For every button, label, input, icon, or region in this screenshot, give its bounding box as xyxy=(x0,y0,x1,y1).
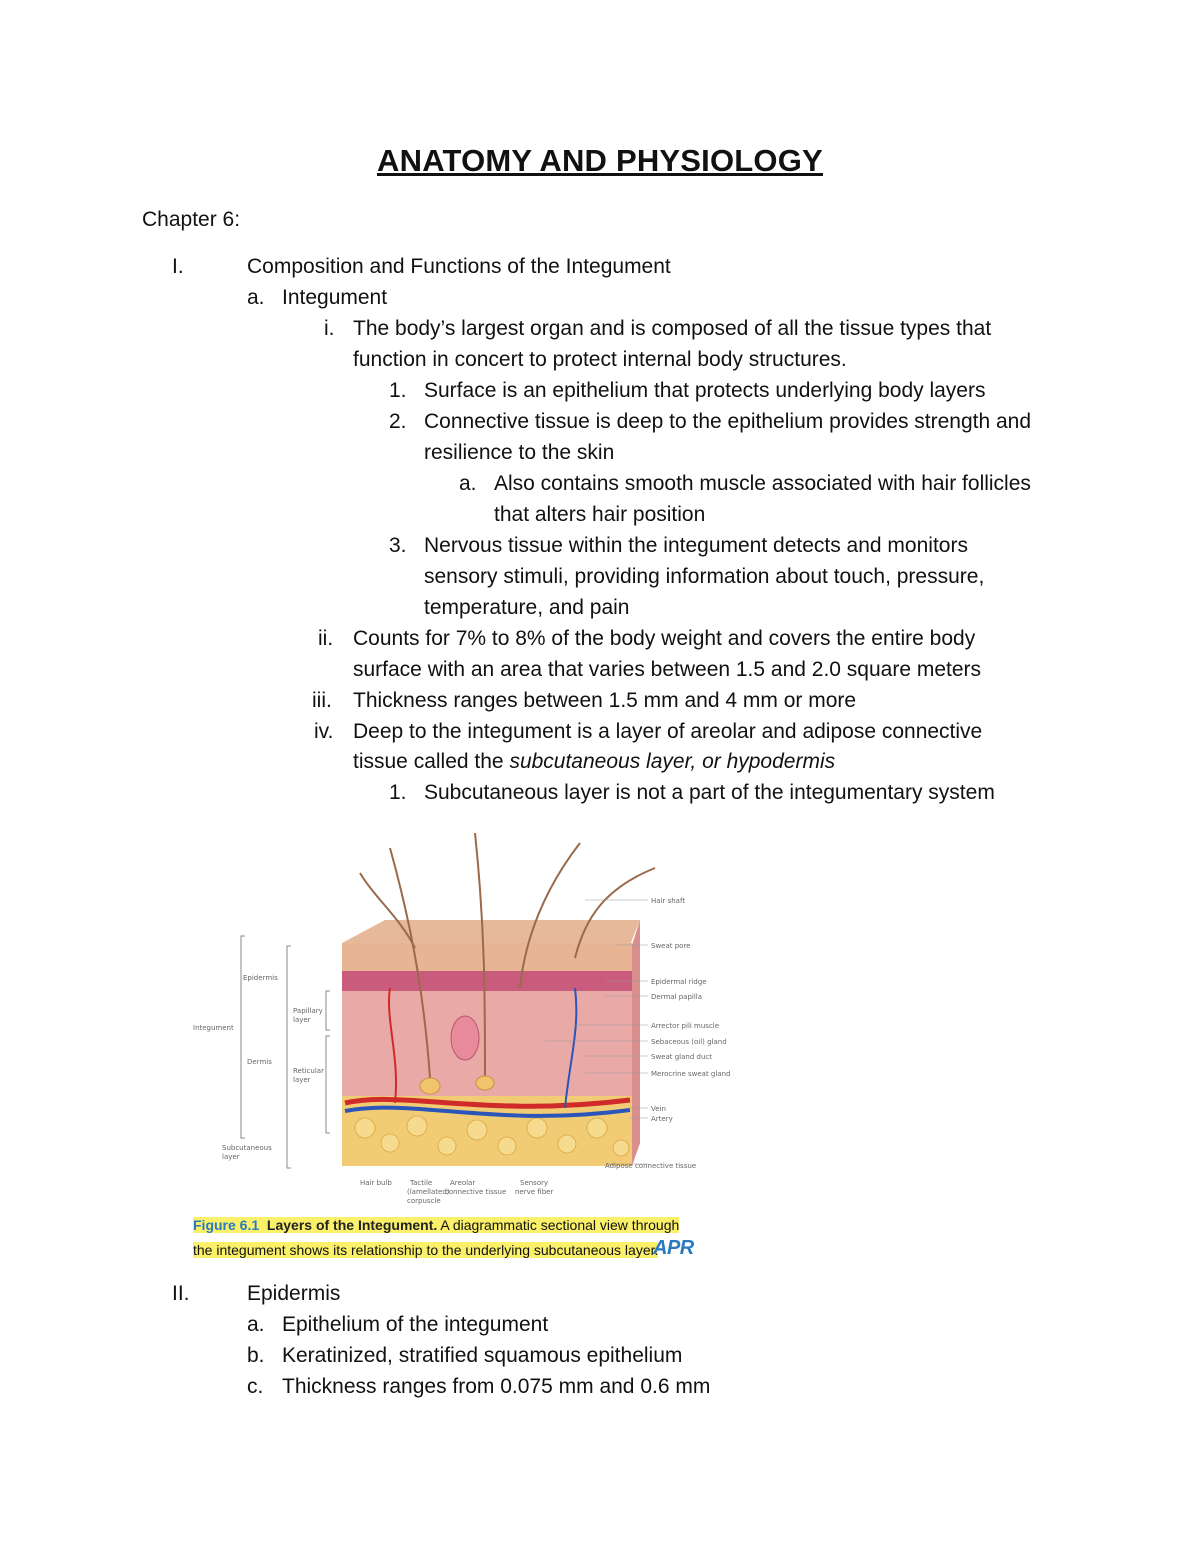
item-1a-i-line1: The body’s largest organ and is composed of all the tissue types that xyxy=(353,317,992,340)
section-1-marker: I. xyxy=(172,255,184,278)
svg-text:Sebaceous (oil) gland: Sebaceous (oil) gland xyxy=(651,1038,727,1046)
item-1a-iv-line2 xyxy=(353,746,835,777)
left-brackets xyxy=(241,936,330,1168)
item-2b-text: Keratinized, stratified squamous epithelium xyxy=(282,1344,683,1367)
item-1a-iii-text: Thickness ranges between 1.5 mm and 4 mm or more xyxy=(353,689,857,712)
item-1a-i-2-a-marker: a. xyxy=(459,472,477,495)
svg-text:connective tissue: connective tissue xyxy=(445,1188,507,1196)
svg-text:Merocrine sweat gland: Merocrine sweat gland xyxy=(651,1070,730,1078)
svg-text:Hair bulb: Hair bulb xyxy=(360,1179,392,1187)
figure-caption-line2-text: the integument shows its relationship to the underlying subcutaneous layer. xyxy=(193,1242,659,1258)
item-1a-i-3-marker: 3. xyxy=(389,534,407,557)
item-1a-iv-line1: Deep to the integument is a layer of areolar and adipose connective xyxy=(353,720,983,743)
svg-text:Areolar: Areolar xyxy=(450,1179,476,1187)
item-2c-text: Thickness ranges from 0.075 mm and 0.6 mm xyxy=(282,1375,711,1398)
page-title: ANATOMY AND PHYSIOLOGY xyxy=(377,143,823,178)
figure-caption-line1 xyxy=(193,1216,679,1234)
svg-text:Integument: Integument xyxy=(193,1024,234,1032)
item-1a-i-2-a-line1: Also contains smooth muscle associated with hair follicles xyxy=(494,472,1031,495)
item-1a-text: Integument xyxy=(282,286,388,309)
item-2a-text: Epithelium of the integument xyxy=(282,1313,549,1336)
figure-number: Figure 6.1 xyxy=(193,1217,260,1233)
apr-badge: APR xyxy=(653,1237,694,1259)
section-2-heading: Epidermis xyxy=(247,1282,341,1305)
item-1a-ii-line1: Counts for 7% to 8% of the body weight and covers the entire body xyxy=(353,627,976,650)
item-1a-iv-marker: iv. xyxy=(314,720,334,743)
svg-text:corpuscle: corpuscle xyxy=(407,1197,441,1205)
skin-diagram xyxy=(185,828,730,1268)
section-2-marker: II. xyxy=(172,1282,190,1305)
svg-text:layer: layer xyxy=(222,1153,240,1161)
svg-text:Reticular: Reticular xyxy=(293,1067,324,1075)
left-labels xyxy=(193,974,324,1161)
item-1a-i-line2: function in concert to protect internal body structures. xyxy=(353,348,847,371)
item-2c-marker: c. xyxy=(247,1375,264,1398)
figure-caption-rest: A diagrammatic sectional view through xyxy=(437,1217,680,1233)
svg-text:Epidermis: Epidermis xyxy=(243,974,278,982)
svg-text:(lamellated): (lamellated) xyxy=(407,1188,450,1196)
item-1a-i-2-a-line2: that alters hair position xyxy=(494,503,706,526)
item-1a-i-3-line2: sensory stimuli, providing information about touch, pressure, xyxy=(424,565,985,588)
epidermis-layer xyxy=(342,943,632,971)
svg-text:Adipose connective tissue: Adipose connective tissue xyxy=(605,1162,697,1170)
skin-top-face xyxy=(342,920,640,945)
item-1a-ii-marker: ii. xyxy=(318,627,334,650)
svg-text:Hair shaft: Hair shaft xyxy=(651,897,686,905)
item-1a-iv-line2-prefix: tissue called the xyxy=(353,750,510,773)
item-1a-i-1-marker: 1. xyxy=(389,379,407,402)
item-2a-marker: a. xyxy=(247,1313,265,1336)
item-1a-i-3-line3: temperature, and pain xyxy=(424,596,630,619)
svg-text:Sweat pore: Sweat pore xyxy=(651,942,691,950)
item-1a-marker: a. xyxy=(247,286,265,309)
svg-text:Sweat gland duct: Sweat gland duct xyxy=(651,1053,712,1061)
item-1a-i-marker: i. xyxy=(324,317,335,340)
chapter-heading: Chapter 6: xyxy=(142,208,241,231)
svg-text:Dermis: Dermis xyxy=(247,1058,272,1066)
item-1a-i-2-line1: Connective tissue is deep to the epithelium provides strength and xyxy=(424,410,1032,433)
svg-text:Arrector pili muscle: Arrector pili muscle xyxy=(651,1022,720,1030)
item-1a-i-2-marker: 2. xyxy=(389,410,407,433)
item-2b-marker: b. xyxy=(247,1344,265,1367)
papillary-layer xyxy=(342,971,632,991)
skin-layers-figure xyxy=(185,828,730,1268)
figure-title: Layers of the Integument. xyxy=(266,1217,438,1233)
item-1a-iv-line2-italic: subcutaneous layer, or hypodermis xyxy=(509,750,836,773)
svg-text:layer: layer xyxy=(293,1076,311,1084)
svg-text:layer: layer xyxy=(293,1016,311,1024)
svg-text:Epidermal ridge: Epidermal ridge xyxy=(651,978,707,986)
svg-text:Artery: Artery xyxy=(651,1115,673,1123)
item-1a-iii-marker: iii. xyxy=(312,689,332,712)
item-1a-iv-1-text: Subcutaneous layer is not a part of the integumentary system xyxy=(424,781,995,804)
svg-text:Tactile: Tactile xyxy=(410,1179,433,1187)
svg-text:Vein: Vein xyxy=(651,1105,666,1113)
svg-text:nerve fiber: nerve fiber xyxy=(515,1188,554,1196)
bottom-labels xyxy=(360,1179,553,1205)
figure-caption-line2 xyxy=(193,1241,658,1259)
item-1a-ii-line2: surface with an area that varies between 1.5 and 2.0 square meters xyxy=(353,658,982,681)
item-1a-i-2-line2: resilience to the skin xyxy=(424,441,615,464)
item-1a-i-3-line1: Nervous tissue within the integument detects and monitors xyxy=(424,534,968,557)
svg-text:Subcutaneous: Subcutaneous xyxy=(222,1144,272,1152)
item-1a-i-1-text: Surface is an epithelium that protects underlying body layers xyxy=(424,379,986,402)
svg-text:Dermal papilla: Dermal papilla xyxy=(651,993,703,1001)
svg-text:Papillary: Papillary xyxy=(293,1007,323,1015)
item-1a-iv-1-marker: 1. xyxy=(389,781,407,804)
section-1-heading: Composition and Functions of the Integument xyxy=(247,255,671,278)
svg-text:Sensory: Sensory xyxy=(520,1179,549,1187)
